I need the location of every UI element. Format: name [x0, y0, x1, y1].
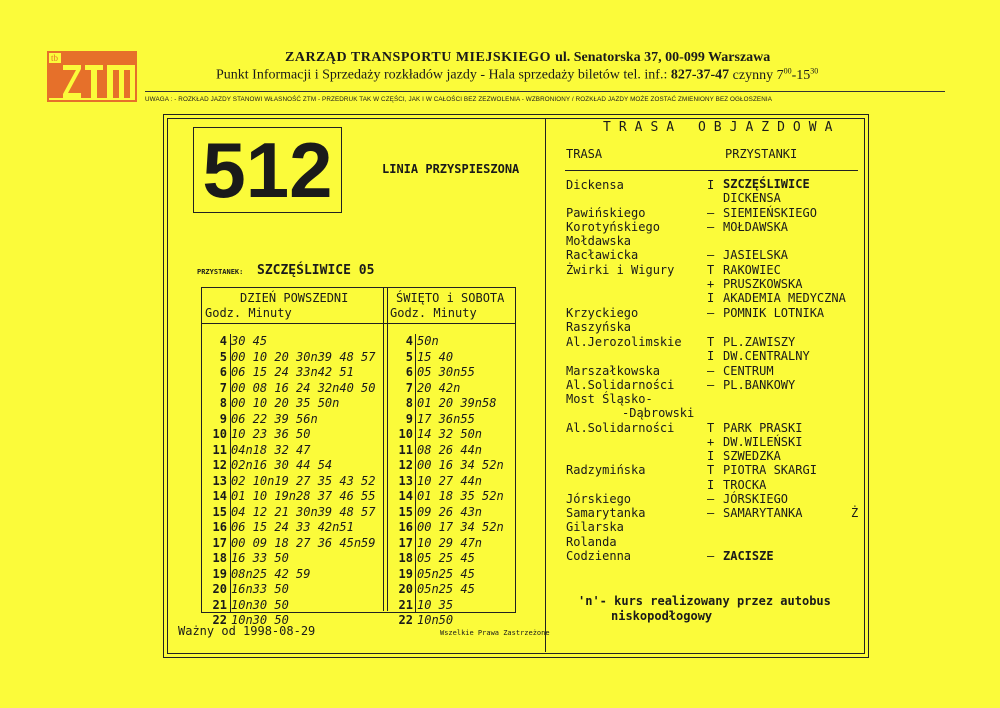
timetable-row [385, 334, 439, 350]
route-marker: – [707, 248, 715, 262]
minutes: 00 16 34 52n [417, 458, 504, 472]
route-street: Rolanda [566, 535, 617, 549]
panel-divider [545, 118, 546, 652]
timetable-row [385, 411, 475, 428]
hour: 9 [219, 411, 227, 426]
timetable-row [385, 520, 504, 536]
minutes: 10n50 [417, 613, 454, 627]
minutes: 01 20 39n58 [417, 396, 497, 410]
hour: 9 [405, 411, 413, 426]
route-marker: – [707, 378, 715, 392]
timetable-row [385, 566, 475, 583]
info-hours: czynny $7^{00}-15^{30}$ [732, 66, 819, 83]
timetable-row [199, 566, 311, 583]
minutes: 06 15 24 33 42n51 [231, 520, 354, 534]
hour: 21 [212, 597, 227, 612]
info-phone: 827-37-47 [670, 67, 730, 83]
timetable-row [199, 396, 340, 412]
minutes: 02n16 30 44 54 [231, 458, 333, 472]
minutes: 10 27 44n [417, 473, 483, 488]
minutes: 20 42n [417, 380, 461, 395]
timetable-row [385, 597, 454, 614]
timetable-row [385, 504, 483, 521]
route-street: Samarytanka [566, 506, 646, 520]
route-stop: SIEMIEŃSKIEGO [723, 206, 817, 220]
route-stop: ZACISZE [723, 549, 774, 563]
route-street: Mołdawska [566, 234, 632, 248]
route-marker: T [707, 263, 715, 277]
route-street: Codzienna [566, 549, 632, 563]
route-marker: T [707, 421, 715, 435]
timetable-row [199, 458, 333, 474]
route-marker: – [707, 306, 715, 320]
timetable-row [199, 473, 376, 490]
minutes: 05n25 45 [417, 582, 475, 596]
minutes: 05 25 45 [417, 551, 475, 565]
hour: 22 [212, 613, 227, 627]
route-street: Gilarska [566, 520, 624, 534]
minutes: 10 35 [417, 597, 454, 612]
route-stop: JÓRSKIEGO [723, 492, 789, 506]
route-stop: AKADEMIA MEDYCZNA [723, 291, 846, 305]
hour: 10 [398, 427, 413, 441]
timetable-row [385, 380, 461, 397]
lowfloor-note-line2: niskopodłogowy [611, 609, 713, 623]
stop-name: SZCZĘŚLIWICE 05 [257, 263, 375, 278]
minutes: 06 15 24 33n42 51 [231, 365, 354, 379]
route-street: Pawińskiego [566, 206, 646, 220]
route-stop: DW.WILEŃSKI [723, 435, 803, 449]
route-stop: CENTRUM [723, 364, 774, 378]
timetable-row [385, 458, 504, 474]
timetable-row [199, 349, 376, 366]
hour: 19 [212, 566, 227, 581]
route-stop: PARK PRASKI [723, 421, 803, 435]
route-stop: SZCZĘŚLIWICE [723, 177, 810, 191]
timetable-row [385, 535, 483, 552]
minutes: 16 33 50 [231, 551, 289, 565]
minutes: 10n30 50 [231, 597, 289, 612]
route-marker: I [707, 291, 715, 305]
timetable-row [385, 551, 475, 567]
route-stop: POMNIK LOTNIKA [723, 306, 825, 320]
route-marker: I [707, 178, 715, 192]
route-marker: + [707, 277, 715, 291]
hour: 14 [398, 489, 413, 503]
hour: 6 [219, 365, 227, 379]
route-marker: – [707, 506, 715, 520]
minutes: 00 10 20 30n39 48 57 [231, 349, 376, 364]
route-street: Dickensa [566, 178, 624, 192]
minutes: 00 08 16 24 32n40 50 [231, 380, 376, 395]
weekday-column [199, 334, 376, 629]
minutes: 00 09 18 27 36 45n59 [231, 535, 376, 550]
minutes: 05n25 45 [417, 566, 475, 581]
route-street: Raszyńska [566, 320, 632, 334]
timetable-row [199, 582, 289, 598]
line-number: 512 [202, 126, 333, 214]
route-street: Krzyckiego [566, 306, 639, 320]
hour: 20 [398, 582, 413, 596]
route-stop: MOŁDAWSKA [723, 220, 789, 234]
route-street: -Dąbrowski [622, 406, 695, 420]
route-marker: – [707, 492, 715, 506]
line-type: LINIA PRZYSPIESZONA [382, 162, 520, 176]
timetable-row [199, 535, 376, 552]
timetable-row [199, 427, 311, 443]
minutes: 05 30n55 [417, 365, 475, 379]
route-header-rule [565, 170, 858, 171]
hour: 6 [405, 365, 413, 379]
weekday-subtitle: Godz. Minuty [205, 306, 292, 320]
timetable-row [199, 504, 376, 521]
route-stop: SZWEDZKA [723, 449, 781, 463]
hour: 20 [212, 582, 227, 596]
timetable-row [199, 520, 354, 536]
timetable-row [199, 365, 354, 381]
hour: 11 [398, 442, 413, 457]
timetable-row [385, 489, 504, 505]
route-stop: PL.BANKOWY [723, 378, 796, 392]
holiday-column [385, 334, 504, 629]
timetable-row [385, 427, 483, 443]
minutes: 10 23 36 50 [231, 427, 311, 441]
minutes: 01 18 35 52n [417, 489, 504, 503]
timetable-row [385, 473, 483, 490]
route-marker: – [707, 220, 715, 234]
hour: 8 [219, 396, 227, 410]
timetable-header-rule [201, 323, 516, 324]
minutes: 15 40 [417, 349, 454, 364]
minutes: 04n18 32 47 [231, 442, 311, 457]
timetable-row [199, 597, 289, 614]
samarytanka-mark: Ż [851, 506, 859, 520]
minutes: 09 26 43n [417, 504, 483, 519]
hour: 12 [398, 458, 413, 472]
minutes: 01 10 19n28 37 46 55 [231, 489, 376, 503]
route-title: TRASA OBJAZDOWA [603, 120, 841, 135]
hour: 18 [212, 551, 227, 565]
header-org [285, 50, 770, 66]
minutes: 17 36n55 [417, 411, 475, 426]
minutes: 02 10n19 27 35 43 52 [231, 473, 376, 488]
minutes: 30 45 [231, 334, 268, 348]
stops-column-header: PRZYSTANKI [725, 147, 798, 161]
minutes: 10n30 50 [231, 613, 289, 627]
route-marker: + [707, 435, 715, 449]
timetable-row [385, 365, 475, 381]
hour: 4 [405, 334, 413, 348]
hour: 15 [398, 504, 413, 519]
route-column-header: TRASA [566, 147, 603, 161]
route-street: Jórskiego [566, 492, 632, 506]
hour: 22 [398, 613, 413, 627]
holiday-hour-separator [415, 334, 416, 613]
timetable-row [199, 442, 311, 459]
timetable-row [199, 489, 376, 505]
header-info [216, 66, 818, 84]
route-street: Żwirki i Wigury [566, 263, 675, 277]
route-marker: – [707, 549, 715, 563]
hour: 17 [212, 535, 227, 550]
hour: 5 [405, 349, 413, 364]
minutes: 10 29 47n [417, 535, 483, 550]
route-marker: I [707, 449, 715, 463]
minutes: 50n [417, 334, 439, 348]
hour: 19 [398, 566, 413, 581]
route-stop: SAMARYTANKA [723, 506, 803, 520]
timetable-row [199, 380, 376, 397]
timetable-row [199, 334, 268, 350]
hour: 4 [219, 334, 227, 348]
line-number-box [193, 127, 342, 213]
route-marker: I [707, 349, 715, 363]
hour: 13 [398, 473, 413, 488]
route-street: Radzymińska [566, 463, 646, 477]
route-street: Marszałkowska [566, 364, 660, 378]
rights-reserved: Wszelkie Prawa Zastrzeżone [440, 629, 550, 637]
route-stop: TROCKA [723, 478, 767, 492]
route-marker: T [707, 335, 715, 349]
validity-date: Ważny od 1998-08-29 [178, 624, 316, 638]
weekday-title: DZIEŃ POWSZEDNI [240, 291, 349, 305]
org-name: ZARZĄD TRANSPORTU MIEJSKIEGO [285, 50, 552, 65]
route-marker: T [707, 463, 715, 477]
route-stop: PIOTRA SKARGI [723, 463, 817, 477]
minutes: 16n33 50 [231, 582, 289, 596]
hour: 15 [212, 504, 227, 519]
route-stop: RAKOWIEC [723, 263, 781, 277]
timetable-row [385, 349, 454, 366]
hour: 8 [405, 396, 413, 410]
hour: 7 [405, 380, 413, 395]
hour: 10 [212, 427, 227, 441]
copyright-notice: UWAGA : - ROZKŁAD JAZDY STANOWI WŁASNOŚĆ ZTM - PRZEDRUK TAK W CZĘŚCI, JAK I W CAŁOŚCI BEZ ZEZWOLENIA - WZBRONIONY / ROZKŁAD JAZDY MOŻE ZOSTAĆ ZMIENIONY BEZ OGŁOSZENIA [145, 96, 772, 103]
hour: 7 [219, 380, 227, 395]
header-rule [145, 91, 945, 92]
hour: 16 [398, 520, 413, 534]
route-stop: PRUSZKOWSKA [723, 277, 803, 291]
hour: 16 [212, 520, 227, 534]
timetable-row [199, 411, 318, 428]
route-marker: – [707, 364, 715, 378]
minutes: 00 17 34 52n [417, 520, 504, 534]
lowfloor-note-line1: 'n'- kurs realizowany przez autobus [578, 594, 831, 608]
svg-text:tb: tb [51, 53, 59, 63]
timetable-row [385, 582, 475, 598]
minutes: 08n25 42 59 [231, 566, 311, 581]
route-stop: DW.CENTRALNY [723, 349, 810, 363]
minutes: 08 26 44n [417, 442, 483, 457]
hour: 12 [212, 458, 227, 472]
route-street: Most Śląsko- [566, 392, 653, 406]
minutes: 14 32 50n [417, 427, 483, 441]
minutes: 00 10 20 35 50n [231, 396, 340, 410]
org-address: ul. Senatorska 37, 00-099 Warszawa [555, 50, 771, 65]
hour: 13 [212, 473, 227, 488]
route-marker: I [707, 478, 715, 492]
route-street: Korotyńskiego [566, 220, 660, 234]
hour: 14 [212, 489, 227, 503]
hour: 18 [398, 551, 413, 565]
timetable-divider [383, 287, 384, 611]
route-stop: JASIELSKA [723, 248, 789, 262]
ztm-logo [47, 51, 137, 102]
hour: 5 [219, 349, 227, 364]
route-marker: – [707, 206, 715, 220]
route-street: Al.Solidarności [566, 378, 675, 392]
holiday-subtitle: Godz. Minuty [390, 306, 477, 320]
route-stop: PL.ZAWISZY [723, 335, 796, 349]
route-stop: DICKENSA [723, 191, 781, 205]
timetable-row [385, 396, 497, 412]
timetable-row [385, 613, 454, 629]
timetable-row [385, 442, 483, 459]
hour: 17 [398, 535, 413, 550]
route-street: Racławicka [566, 248, 639, 262]
timetable-row [199, 551, 289, 567]
holiday-title: ŚWIĘTO i SOBOTA [396, 291, 505, 305]
minutes: 04 12 21 30n39 48 57 [231, 504, 376, 519]
stop-label: PRZYSTANEK: [197, 268, 244, 276]
route-street: Al.Jerozolimskie [566, 335, 682, 349]
minutes: 06 22 39 56n [231, 411, 318, 426]
hour: 21 [398, 597, 413, 612]
info-text: Punkt Informacji i Sprzedaży rozkładów jazdy - Hala sprzedaży biletów tel. inf.: [216, 67, 668, 83]
route-street: Al.Solidarności [566, 421, 675, 435]
hour: 11 [212, 442, 227, 457]
